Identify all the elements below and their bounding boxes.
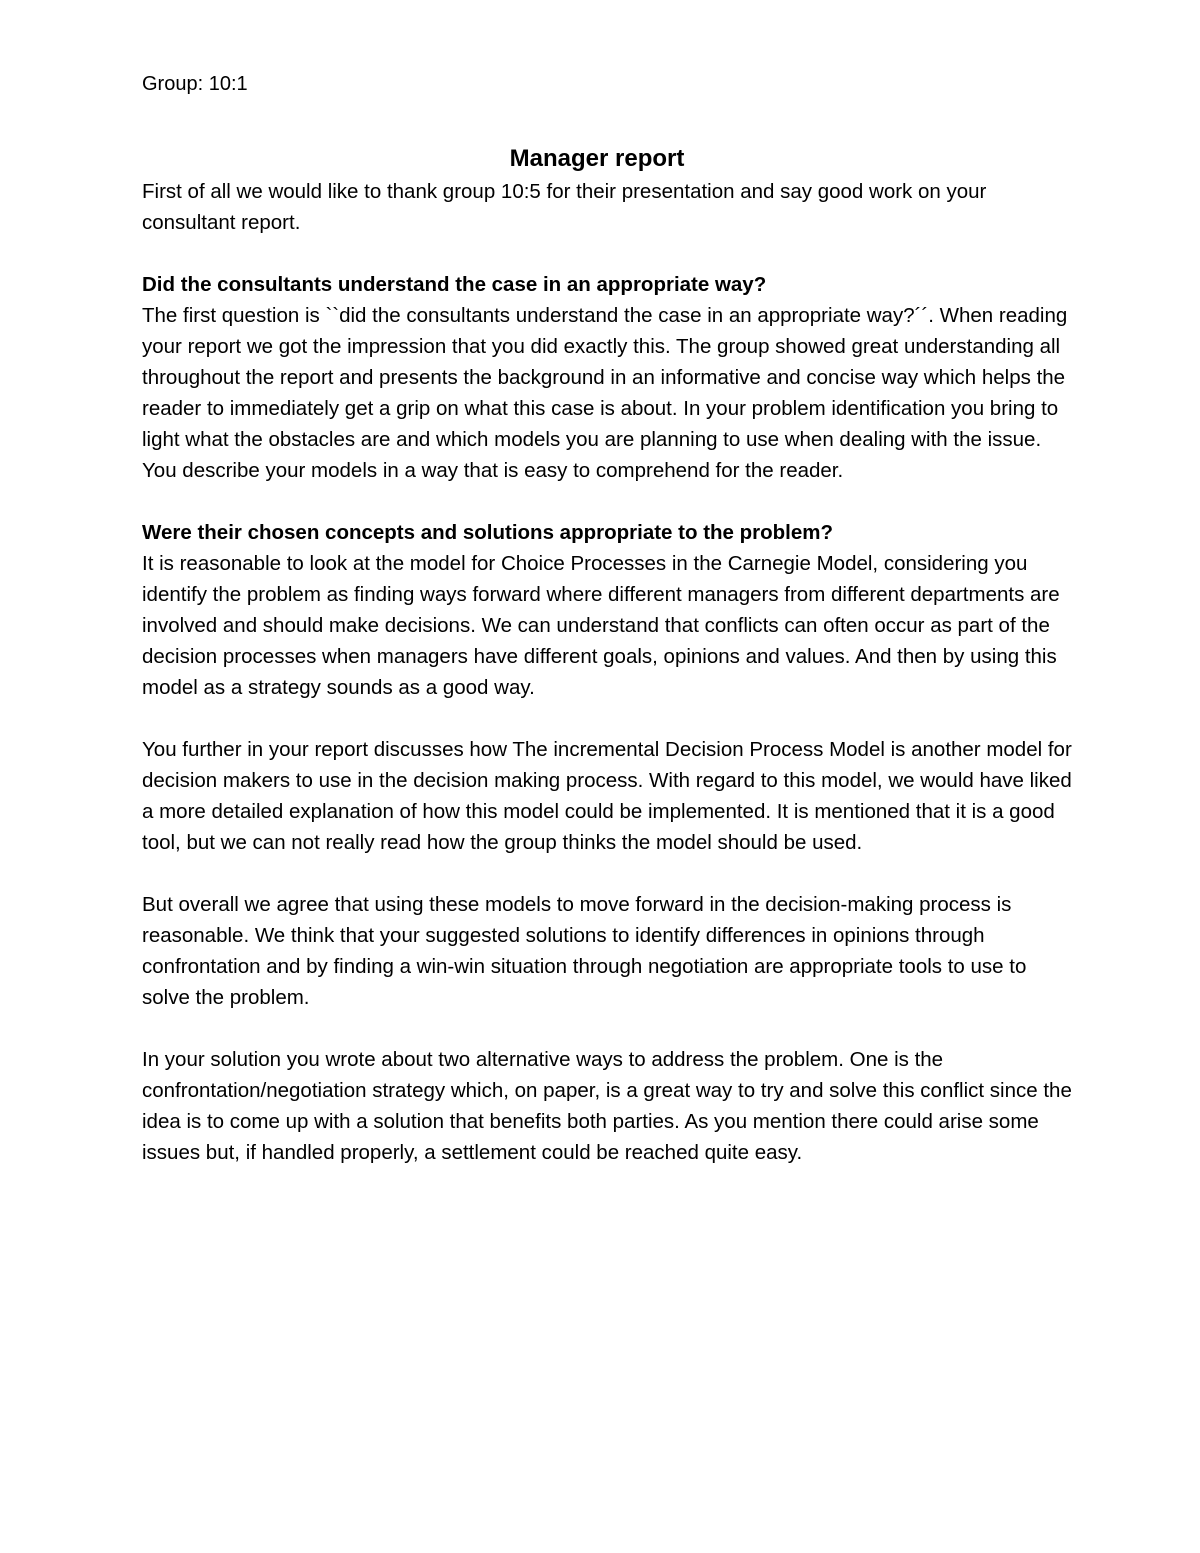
spacer — [142, 858, 1072, 889]
document-page — [142, 70, 1072, 1168]
spacer — [142, 238, 1072, 269]
section-paragraph-overall: But overall we agree that using these models to move forward in the decision-making process is reasonable. We think that your suggested solutions to identify differences in opinions through confrontation and by finding a win-win situation through negotiation are appropriate tools to use to solve the problem. — [142, 893, 1027, 1009]
section-paragraph-understanding: The first question is ``did the consultants understand the case in an appropriate way?´´. When reading your report we got the impression that you did exactly this. The group showed great understanding all throughout the report and presents the background in an informative and concise way which helps the reader to immediately get a grip on what this case is about. In your problem identification you bring to light what the obstacles are and which models you are planning to use when dealing with the issue. You describe your models in a way that is easy to comprehend for the reader. — [142, 304, 1068, 482]
spacer — [142, 486, 1072, 517]
section-heading-understanding: Did the consultants understand the case in an appropriate way? — [142, 273, 767, 296]
section-paragraph-incremental: You further in your report discusses how The incremental Decision Process Model is another model for decision makers to use in the decision making process. With regard to this model, we would have liked a more detailed explanation of how this model could be implemented. It is mentioned that it is a good tool, but we can not really read how the group thinks the model should be used. — [142, 738, 1072, 854]
section-heading-concepts: Were their chosen concepts and solutions appropriate to the problem? — [142, 521, 834, 544]
section-paragraph-solution: In your solution you wrote about two alternative ways to address the problem. One is the confrontation/negotiation strategy which, on paper, is a great way to try and solve this conflict since the idea is to come up with a solution that benefits both parties. As you mention there could arise some issues but, if handled properly, a settlement could be reached quite easy. — [142, 1048, 1072, 1164]
section-paragraph-carnegie: It is reasonable to look at the model for Choice Processes in the Carnegie Model, considering you identify the problem as finding ways forward where different managers from different departments are involved and should make decisions. We can understand that conflicts can often occur as part of the decision processes when managers have different goals, opinions and values. And then by using this model as a strategy sounds as a good way. — [142, 552, 1060, 699]
group-label: Group: 10:1 — [142, 73, 248, 95]
intro-paragraph: First of all we would like to thank group 10:5 for their presentation and say good work on your consultant report. — [142, 180, 987, 234]
spacer — [142, 1013, 1072, 1044]
document-title: Manager report — [509, 145, 685, 172]
spacer — [142, 703, 1072, 734]
